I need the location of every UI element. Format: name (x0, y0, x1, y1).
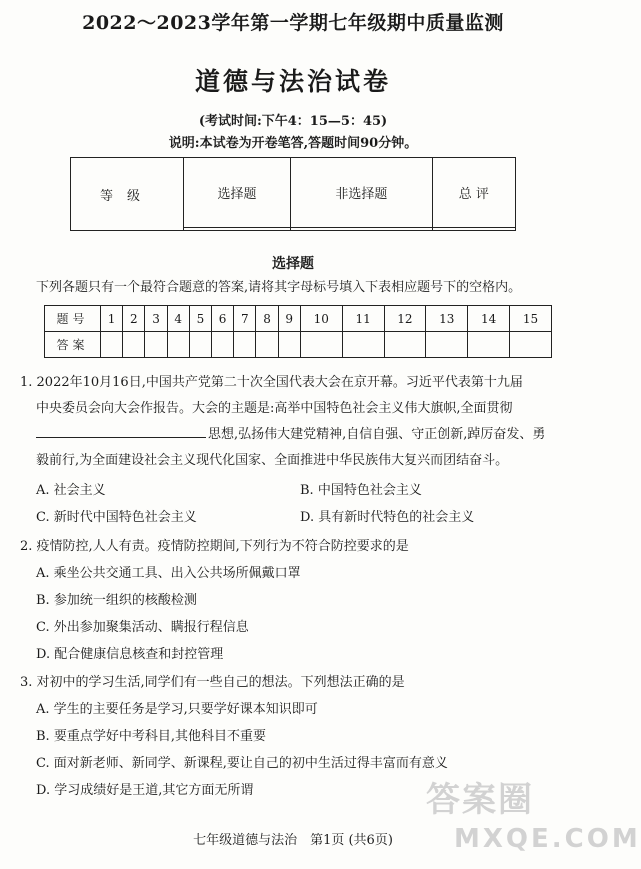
answer-cell[interactable] (384, 332, 426, 358)
answer-cell[interactable] (189, 332, 211, 358)
answer-table (44, 305, 552, 358)
grade-col-total: 总 评 (432, 158, 515, 228)
answer-cell[interactable] (234, 332, 256, 358)
question-number: 1 (101, 306, 123, 332)
answer-table-header: 题号 (45, 306, 101, 332)
q2-option-c[interactable]: C. 外出参加聚集活动、瞒报行程信息 (36, 620, 249, 635)
answer-cell[interactable] (123, 332, 145, 358)
answer-cell[interactable] (101, 332, 123, 358)
q3-stem: 3. 对初中的学习生活,同学们有一些自己的想法。下列想法正确的是 (20, 675, 405, 690)
question-number: 14 (468, 306, 510, 332)
grade-col-choice: 选择题 (184, 158, 291, 228)
question-number: 10 (300, 306, 342, 332)
answer-cell[interactable] (300, 332, 342, 358)
answer-table-answer-row (45, 332, 552, 358)
question-number: 8 (256, 306, 278, 332)
watermark-top-text: 答案圈 (426, 780, 534, 820)
answer-cell[interactable] (426, 332, 468, 358)
q2-option-b[interactable]: B. 参加统一组织的核酸检测 (36, 593, 197, 608)
exam-note: 说明:本试卷为开卷笔答,答题时间90分钟。 (168, 136, 418, 151)
question-number: 12 (384, 306, 426, 332)
question-number: 13 (426, 306, 468, 332)
q2-option-d[interactable]: D. 配合健康信息核查和封控管理 (36, 647, 224, 662)
answer-cell[interactable] (145, 332, 167, 358)
page-footer: 七年级道德与法治 第1页 (共6页) (193, 833, 393, 848)
answer-cell[interactable] (468, 332, 510, 358)
answer-cell[interactable] (342, 332, 384, 358)
answer-cell[interactable] (510, 332, 552, 358)
grade-cell-total[interactable] (432, 227, 515, 230)
answer-table-number-row (45, 306, 552, 332)
answer-row-label: 答案 (45, 332, 101, 358)
q1-stem-line4: 毅前行,为全面建设社会主义现代化国家、全面推进中华民族伟大复兴而团结奋斗。 (36, 453, 509, 468)
question-number: 7 (234, 306, 256, 332)
grade-cell-nonchoice[interactable] (290, 227, 432, 230)
question-number: 5 (189, 306, 211, 332)
grade-table (70, 157, 516, 231)
section-title: 选择题 (272, 256, 314, 272)
q1-option-d[interactable]: D. 具有新时代特色的社会主义 (300, 510, 475, 525)
q1-stem-line1: 1. 2022年10月16日,中国共产党第二十次全国代表大会在京开幕。习近平代表第十九届 (20, 375, 523, 390)
question-number: 4 (167, 306, 189, 332)
answer-cell[interactable] (167, 332, 189, 358)
question-number: 9 (278, 306, 300, 332)
q1-stem-line2: 中央委员会向大会作报告。大会的主题是:高举中国特色社会主义伟大旗帜,全面贯彻 (36, 401, 513, 416)
exam-subject-title: 道德与法治试卷 (194, 67, 391, 96)
q1-stem-line3-text: 思想,弘扬伟大建党精神,自信自强、守正创新,踔厉奋发、勇 (208, 427, 546, 442)
question-number: 6 (212, 306, 234, 332)
question-number: 3 (145, 306, 167, 332)
question-number: 2 (123, 306, 145, 332)
q1-option-a[interactable]: A. 社会主义 (36, 483, 106, 498)
question-number: 11 (342, 306, 384, 332)
q1-fill-blank[interactable] (36, 423, 206, 438)
q1-option-c[interactable]: C. 新时代中国特色社会主义 (36, 510, 197, 525)
question-number: 15 (510, 306, 552, 332)
q3-option-d[interactable]: D. 学习成绩好是王道,其它方面无所谓 (36, 783, 254, 798)
q3-option-b[interactable]: B. 要重点学好中考科目,其他科目不重要 (36, 729, 266, 744)
answer-cell[interactable] (212, 332, 234, 358)
exam-time: (考试时间:下午4：15—5：45) (198, 114, 388, 129)
exam-header-title: 2022～2023学年第一学期七年级期中质量监测 (82, 12, 504, 34)
section-instructions: 下列各题只有一个最符合题意的答案,请将其字母标号填入下表相应题号下的空格内。 (36, 280, 522, 295)
q1-stem-line3 (36, 422, 545, 447)
q3-option-a[interactable]: A. 学生的主要任务是学习,只要学好课本知识即可 (36, 702, 318, 717)
answer-cell[interactable] (256, 332, 278, 358)
grade-cell-choice[interactable] (184, 227, 291, 230)
answer-cell[interactable] (278, 332, 300, 358)
q3-option-c[interactable]: C. 面对新老师、新同学、新课程,要让自己的初中生活过得丰富而有意义 (36, 756, 448, 771)
q2-option-a[interactable]: A. 乘坐公共交通工具、出入公共场所佩戴口罩 (36, 566, 301, 581)
grade-label: 等级 (71, 158, 184, 231)
q1-option-b[interactable]: B. 中国特色社会主义 (300, 483, 422, 498)
watermark-bottom-text: MXQE.COM (454, 824, 641, 854)
watermark-logo (418, 772, 641, 864)
q2-stem: 2. 疫情防控,人人有责。疫情防控期间,下列行为不符合防控要求的是 (20, 539, 409, 554)
grade-col-nonchoice: 非选择题 (290, 158, 432, 228)
